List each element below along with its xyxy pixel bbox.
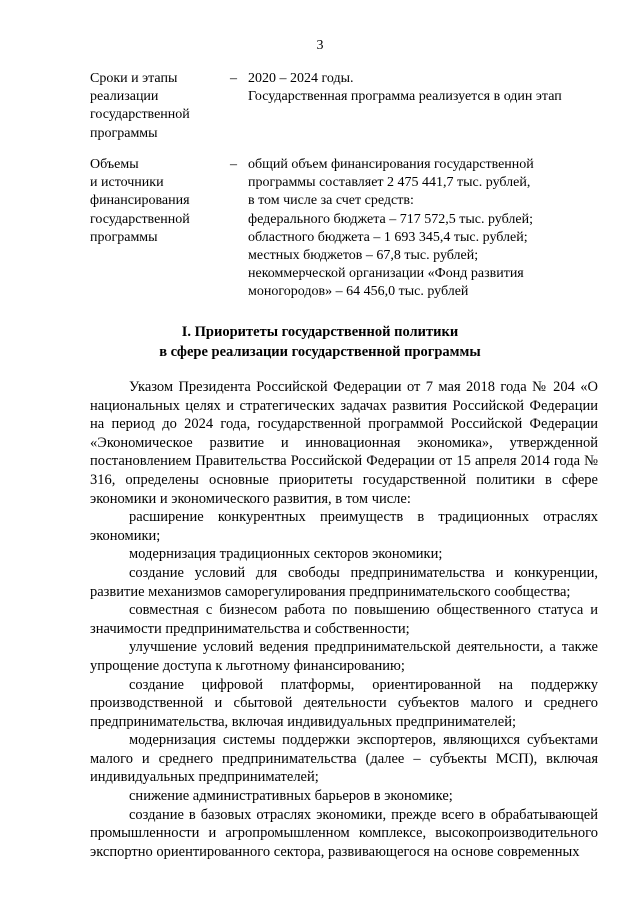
section-heading	[0, 322, 640, 362]
funding-label	[90, 156, 220, 247]
priority-item: улучшение условий ведения предпринимательской деятельности, а также упрощение доступа к льготному финансированию;	[90, 639, 598, 674]
terms-dash: –	[230, 71, 237, 86]
funding-dash: –	[230, 157, 237, 172]
terms-value	[248, 70, 608, 106]
value-line: некоммерческой организации «Фонд развития	[248, 266, 524, 282]
label-line: финансирования	[90, 193, 190, 209]
priority-item: модернизация традиционных секторов экономики;	[129, 546, 443, 563]
priority-item: расширение конкурентных преимуществ в традиционных отраслях экономики;	[90, 509, 598, 544]
page-number: 3	[316, 38, 324, 53]
priority-item: создание в базовых отраслях экономики, прежде всего в обрабатывающей промышленности и агропромышленном комплексе, высокопроизводительного экспортно ориентированного сектора, развивающегося на основе современных	[90, 806, 598, 860]
priority-item: снижение административных барьеров в экономике;	[129, 788, 453, 805]
section-title-line1: I. Приоритеты государственной политики	[181, 324, 459, 340]
label-line: государственной	[90, 107, 190, 123]
terms-label	[90, 70, 220, 143]
priority-item: модернизация системы поддержки экспортеров, являющихся субъектами малого и среднего предпринимательства (далее – субъекты МСП), включая индивидуальных предпринимателей;	[90, 732, 598, 786]
section-title-line2: в сфере реализации государственной программы	[159, 344, 481, 360]
value-line: моногородов» – 64 456,0 тыс. рублей	[248, 284, 469, 300]
label-line: и источники	[90, 175, 164, 191]
priority-item: создание условий для свободы предпринимательства и конкуренции, развитие механизмов саморегулирования предпринимательского сообщества;	[90, 564, 598, 600]
value-line: местных бюджетов – 67,8 тыс. рублей;	[248, 248, 479, 264]
value-line: в том числе за счет средств:	[248, 193, 414, 209]
value-line: 2020 – 2024 годы.	[248, 71, 354, 86]
value-line: Государственная программа реализуется в один этап	[248, 89, 562, 105]
value-line: федерального бюджета – 717 572,5 тыс. рублей;	[248, 211, 533, 227]
intro-paragraph: Указом Президента Российской Федерации от 7 мая 2018 года № 204 «О национальных целях и стратегических задачах развития Российской Федерации на период до 2024 года, государственной программой Российской Федерации «Экономическое развитие и инновационная экономика», утвержденной постановлением Правительства Российской Федерации от 15 апреля 2014 года № 316, определены основные приоритеты государственной политики в сфере экономики и экономического развития, в том числе:	[90, 379, 598, 507]
label-line: государственной	[90, 211, 190, 227]
label-line: реализации	[90, 89, 159, 105]
funding-value	[248, 156, 608, 302]
label-line: программы	[90, 125, 158, 141]
label-line: программы	[90, 229, 158, 245]
value-line: программы составляет 2 475 441,7 тыс. рублей,	[248, 175, 531, 191]
value-line: областного бюджета – 1 693 345,4 тыс. рублей;	[248, 229, 528, 245]
label-line: Сроки и этапы	[90, 71, 178, 86]
section-body	[90, 378, 598, 861]
value-line: общий объем финансирования государственной	[248, 157, 534, 172]
priority-item: совместная с бизнесом работа по повышению общественного статуса и значимости предпринимательства и собственности;	[90, 602, 598, 637]
label-line: Объемы	[90, 157, 139, 172]
priority-item: создание цифровой платформы, ориентированной на поддержку производственной и сбытовой деятельности субъектов малого и среднего предпринимательства, включая индивидуальных предпринимателей;	[90, 676, 598, 730]
